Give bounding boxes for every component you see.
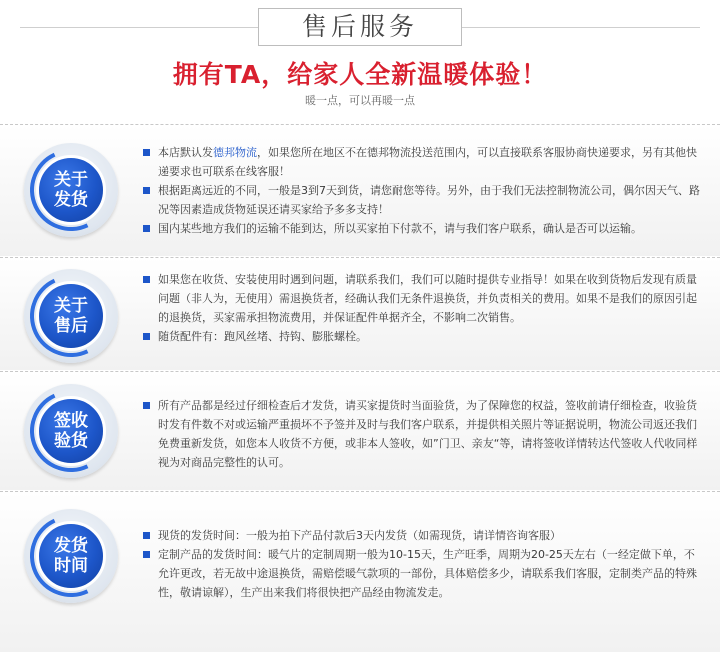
section-inspection (0, 372, 720, 490)
item-text-post: ，如果您所在地区不在德邦物流投送范围内，可以直接联系客服协商快递要求，另有其他快递要求也可联系在线客服！ (158, 146, 697, 178)
badge-line-2: 发货 (54, 190, 88, 210)
badge-shipping-time (24, 509, 118, 603)
badge-line-2: 时间 (54, 556, 88, 576)
item-text: 随货配件有：跑风丝堵、持钩、膨胀螺栓。 (158, 330, 367, 343)
sub-slogan: 暖一点，可以再暖一点 (305, 94, 415, 107)
after-sales-text (140, 270, 700, 346)
badge-label (36, 521, 106, 591)
section-shipping-time (0, 492, 720, 652)
item-text: 定制产品的发货时间：暖气片的定制周期一般为10-15天，生产旺季，周期为20-25天左右（一经定做下单，不允许更改，若无故中途退换货，需赔偿暖气款项的一部份，具体赔偿多少，请联系我们客服，定制类产品的特殊性，敬请谅解），生产出来我们将很快把产品经由物流发走。 (158, 548, 697, 599)
list-item (140, 545, 700, 602)
bullet-icon (143, 276, 150, 283)
badge-line-2: 售后 (54, 316, 88, 336)
bullet-icon (143, 402, 150, 409)
badge-label (36, 281, 106, 351)
list-item (140, 526, 700, 545)
badge-line-2: 验货 (54, 431, 88, 451)
badge-inspection (24, 384, 118, 478)
item-text: 如果您在收货、安装使用时遇到问题，请联系我们，我们可以随时提供专业指导！如果在收到货物后发现有质量问题（非人为，无使用）需退换货者，经确认我们无条件退换货，并负责相关的费用。如果不是我们的原因引起的退换货，买家需承担物流费用，并保证配件单据齐全，不影响二次销售。 (158, 273, 697, 324)
list-item (140, 219, 700, 238)
list-item (140, 270, 700, 327)
badge-shipping (24, 143, 118, 237)
title-line-right (462, 27, 700, 28)
slogan: 拥有TA，给家人全新温暖体验！ (172, 60, 548, 89)
page-header (0, 0, 720, 118)
section-title: 售后服务 (258, 8, 462, 46)
item-text: 现货的发货时间：一般为拍下产品付款后3天内发货（如需现货，请详情咨询客服） (158, 529, 561, 542)
list-item (140, 143, 700, 181)
inspection-text (140, 396, 700, 472)
section-after-sales (0, 258, 720, 370)
bullet-icon (143, 187, 150, 194)
item-text: 所有产品都是经过仔细检查后才发货，请买家提货时当面验货，为了保障您的权益，签收前请仔细检查，收验货时发有件数不对或运输严重损坏不予签并及时与我们客户联系，并提供相关照片等证据说明，物流公司返还我们免费重新发货，如您本人收货不方便，或非本人签收，如”门卫、亲友“等，请将签收详情转达代签收人代收同样视为对商品完整性的认可。 (158, 399, 698, 469)
badge-label (36, 155, 106, 225)
list-item (140, 327, 700, 346)
badge-line-1: 发货 (54, 536, 88, 556)
item-text: 国内某些地方我们的运输不能到达，所以买家拍下付款不，请与我们客户联系，确认是否可以运输。 (158, 222, 642, 235)
badge-line-1: 关于 (54, 170, 88, 190)
badge-line-1: 签收 (54, 411, 88, 431)
list-item (140, 181, 700, 219)
badge-line-1: 关于 (54, 296, 88, 316)
badge-label (36, 396, 106, 466)
section-shipping (0, 125, 720, 256)
item-text: 根据距离远近的不同，一般是3到7天到货，请您耐您等待。另外，由于我们无法控制物流公司，偶尔因天气、路况等因素造成货物延误还请买家给予多多支持！ (158, 184, 700, 216)
title-line-left (20, 27, 258, 28)
logistics-link[interactable]: 德邦物流 (213, 146, 257, 159)
bullet-icon (143, 532, 150, 539)
shipping-text (140, 143, 700, 238)
bullet-icon (143, 551, 150, 558)
badge-after-sales (24, 269, 118, 363)
shipping-time-text (140, 526, 700, 602)
list-item (140, 396, 700, 472)
bullet-icon (143, 149, 150, 156)
bullet-icon (143, 333, 150, 340)
bullet-icon (143, 225, 150, 232)
item-text-pre: 本店默认发 (158, 146, 213, 159)
